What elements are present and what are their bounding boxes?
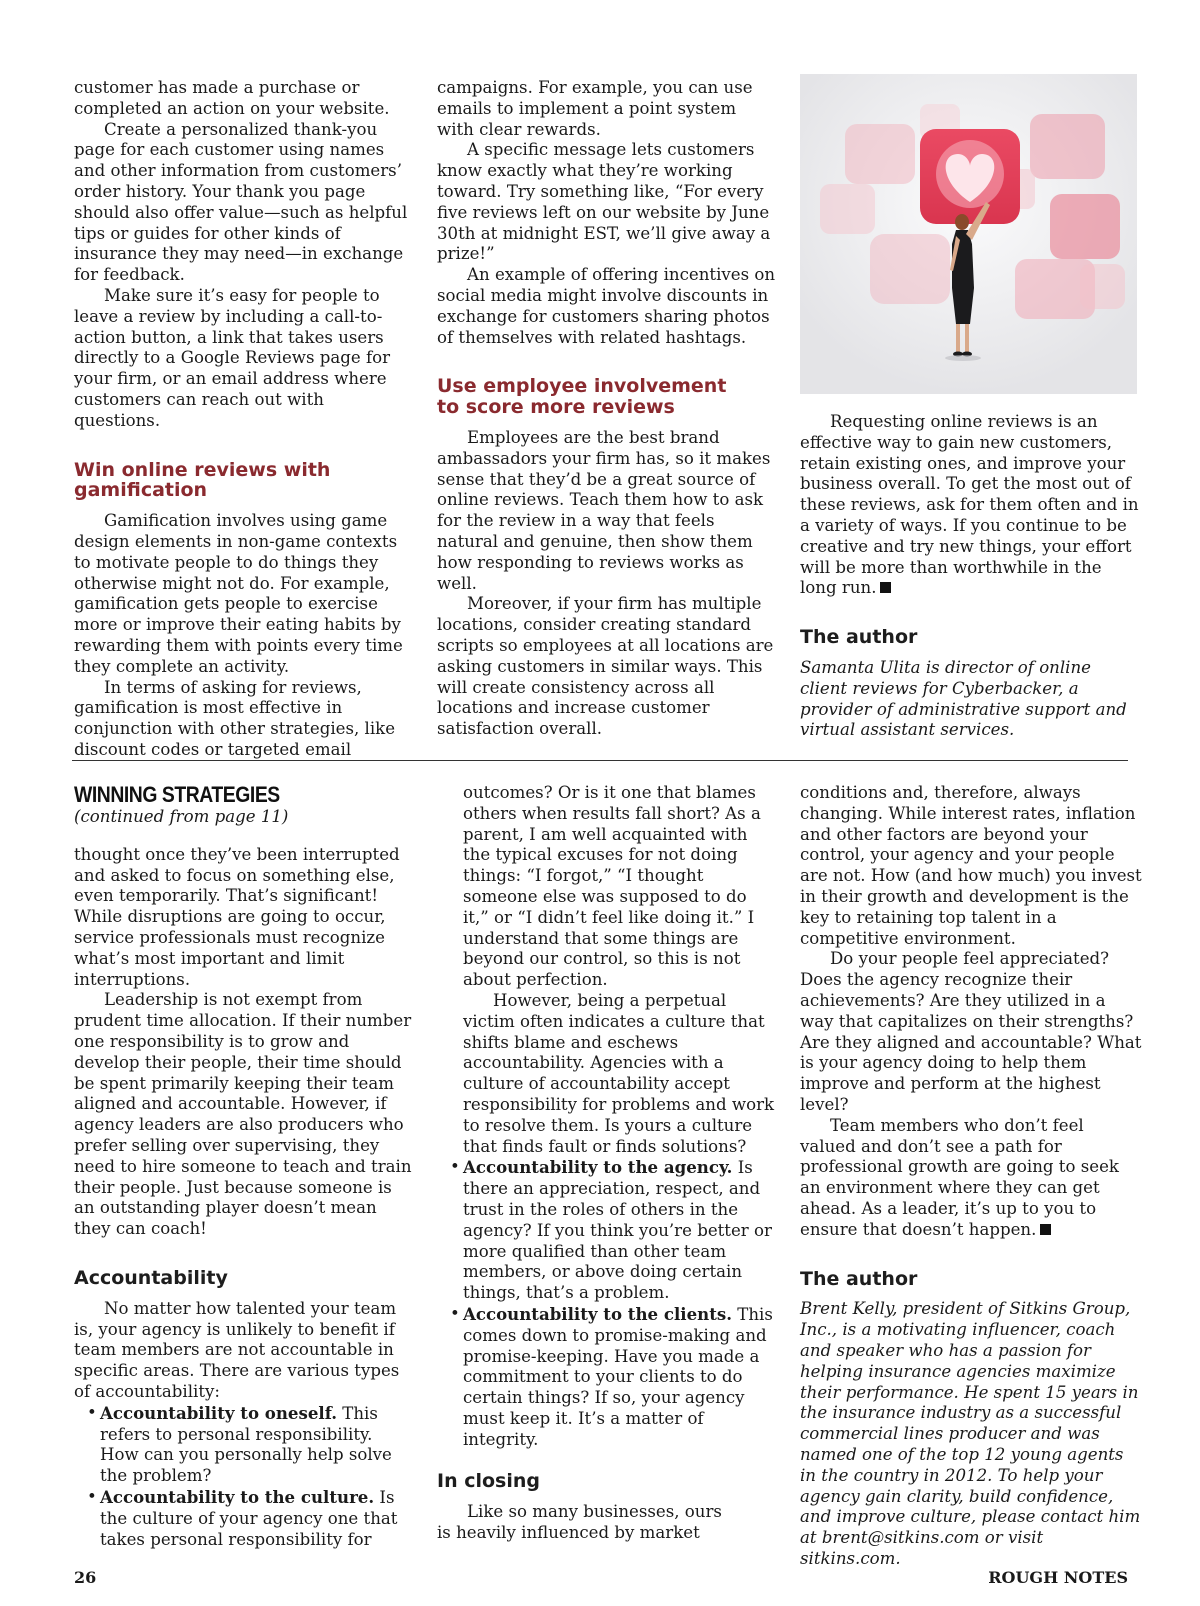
paragraph: customer has made a purchase or completed an action on your website. — [74, 78, 390, 118]
paragraph: No matter how talented your team is, your agency is unlikely to benefit if team members are not accountable in specific areas. There are various types of accountability: — [74, 1298, 400, 1401]
accountability-list — [74, 1403, 416, 1551]
section-heading: Accountability — [74, 1266, 228, 1289]
bottom-column-2-closing — [437, 1471, 737, 1543]
conclusion-text: Team members who don’t feel valued and don’t see a path for professional growth are going to seek an environment where they can get ahead. As a leader, it’s up to you to ensure that doesn’t happen. — [800, 1115, 1119, 1239]
bullet-text: This comes down to promise-making and promise-keeping. Have you made a commitment to your clients to do certain things? If so, your agency must keep it. It’s a matter of integrity. — [463, 1304, 773, 1449]
page-number: 26 — [74, 1568, 97, 1587]
paragraph: In terms of asking for reviews, gamification is most effective in conjunction with other strategies, like discount codes or targeted email — [74, 677, 396, 759]
paragraph — [800, 1116, 1142, 1241]
paragraph: campaigns. For example, you can use emails to implement a point system with clear rewards. — [437, 78, 753, 139]
list-item — [463, 1157, 777, 1304]
end-mark-icon — [1040, 1224, 1051, 1235]
section-heading: In closing — [437, 1470, 540, 1492]
bullet-text: Is there an appreciation, respect, and trust in the roles of others in the agency? If you think you’re better or more qualified than other team members, or above doing certain things, that’s a problem. — [463, 1158, 772, 1303]
end-mark-icon — [880, 582, 891, 593]
section-heading: Win online reviews with gamification — [74, 458, 331, 502]
bullet-lead: Accountability to the clients. — [463, 1303, 732, 1324]
bullet-lead: Accountability to the agency. — [463, 1157, 733, 1178]
paragraph: conditions and, therefore, always changing. While interest rates, inflation and other factors are beyond your control, your agency and your people are not. How (and how much) you invest in their growth and development is the key to retaining top talent in a competitive environment. — [800, 783, 1142, 948]
top-column-1 — [74, 78, 414, 761]
accountability-list — [463, 1157, 777, 1450]
paragraph: Moreover, if your firm has multiple locations, consider creating standard scripts so employees at all locations are asking customers in similar ways. This will create consistency across all locations and increase customer satisfaction overall. — [437, 594, 774, 739]
author-heading: The author — [800, 626, 918, 649]
paragraph: Like so many businesses, ours is heavily influenced by market — [437, 1501, 722, 1542]
paragraph: A specific message lets customers know exactly what they’re working toward. Try something like, “For every five reviews left on our website by June 30th at midnight EST, we’ll give away a prize!” — [437, 140, 771, 264]
paragraph: outcomes? Or is it one that blames others when results fall short? As a parent, I am well acquainted with the typical excuses for not doing things: “I forgot,” “I thought someone else was supposed to do it,” or “I didn’t feel like doing it.” I understand that some things are beyond our control, so this is not about perfection. — [463, 783, 761, 990]
paragraph: Do your people feel appreciated? Does the agency recognize their achievements? Are they utilized in a way that capitalizes on their strengths? Are they aligned and accountable? What is your agency doing to help them improve and perform at the highest level? — [800, 949, 1142, 1114]
paragraph: Employees are the best brand ambassadors your firm has, so it makes sense that they’d be a great source of online reviews. Teach them how to ask for the review in a way that feels natural and genuine, then show them how responding to reviews works as well. — [437, 427, 771, 593]
section-divider — [72, 760, 1128, 761]
bullet-lead: Accountability to oneself. — [100, 1402, 338, 1423]
list-item — [463, 1304, 777, 1451]
heart-icons-photo — [800, 74, 1137, 394]
publication-name: ROUGH NOTES — [988, 1568, 1128, 1587]
list-item — [100, 1403, 416, 1487]
paragraph: Create a personalized thank-you page for each customer using names and other information from customers’ order history. Your thank you page should also offer value—such as helpful tips or guides for other kinds of insurance they may need—in exchange for feedback. — [74, 119, 408, 285]
heart-illustration — [800, 74, 1137, 394]
article-title: WINNING STRATEGIES — [74, 782, 280, 807]
bullet-lead: Accountability to the culture. — [100, 1486, 375, 1507]
top-column-3 — [800, 412, 1142, 741]
paragraph: Gamification involves using game design elements in non-game contexts to motivate people to do things they otherwise might not do. For example, gamification gets people to exercise more or improve their eating habits by rewarding them with points every time they complete an activity. — [74, 511, 403, 676]
author-bio: Samanta Ulita is director of online client reviews for Cyberbacker, a provider of administrative support and virtual assistant services. — [800, 657, 1127, 740]
author-bio: Brent Kelly, president of Sitkins Group, Inc., is a motivating influencer, coach and speaker who has a passion for helping insurance agencies maximize their performance. He spent 15 years in the insurance industry as a successful commercial lines producer and was named one of the top 12 young agents in the country in 2012. To help your agency gain clarity, build confidence, and improve culture, please contact him at brent@sitkins.com or visit sitkins.com. — [800, 1299, 1141, 1568]
paragraph: Make sure it’s easy for people to leave a review by including a call-to-action button, a link that takes users directly to a Google Reviews page for your firm, or an email address where customers can reach out with questions. — [74, 285, 391, 430]
paragraph: Leadership is not exempt from prudent time allocation. If their number one responsibility is to grow and develop their people, their time should be spent primarily keeping their team aligned and accountable. However, if agency leaders are also producers who prefer selling over supervising, they need to hire someone to teach and train their people. Just because someone is an outstanding player doesn’t mean they can coach! — [74, 990, 412, 1239]
bullet-text: Is the culture of your agency one that takes personal responsibility for — [100, 1487, 398, 1549]
bullet-text: This refers to personal responsibility. How can you personally help solve the problem? — [100, 1403, 392, 1486]
paragraph: thought once they’ve been interrupted and asked to focus on something else, even temporarily. That’s significant! While disruptions are going to occur, service professionals must recognize what’s most important and limit interruptions. — [74, 844, 400, 989]
bottom-column-1 — [74, 783, 416, 1550]
continued-note: (continued from page 11) — [74, 807, 289, 826]
section-heading: Use employee involvement to score more reviews — [437, 375, 727, 419]
paragraph: An example of offering incentives on social media might involve discounts in exchange for customers sharing photos of themselves with related hashtags. — [437, 265, 776, 347]
paragraph: However, being a perpetual victim often indicates a culture that shifts blame and eschews accountability. Agencies with a culture of accountability accept responsibility for problems and work to resolve them. Is yours a culture that finds fault or finds solutions? — [463, 990, 775, 1156]
conclusion-text: Requesting online reviews is an effective way to gain new customers, retain existing ones, and improve your business overall. To get the most out of these reviews, ask for them often and in a variety of ways. If you continue to be creative and try new things, your effort will be more than worthwhile in the long run. — [800, 412, 1139, 598]
author-heading: The author — [800, 1267, 918, 1290]
list-item — [100, 1487, 416, 1550]
bottom-column-2 — [463, 783, 777, 1451]
bottom-column-3 — [800, 783, 1142, 1570]
paragraph — [800, 412, 1142, 599]
top-column-2 — [437, 78, 777, 740]
